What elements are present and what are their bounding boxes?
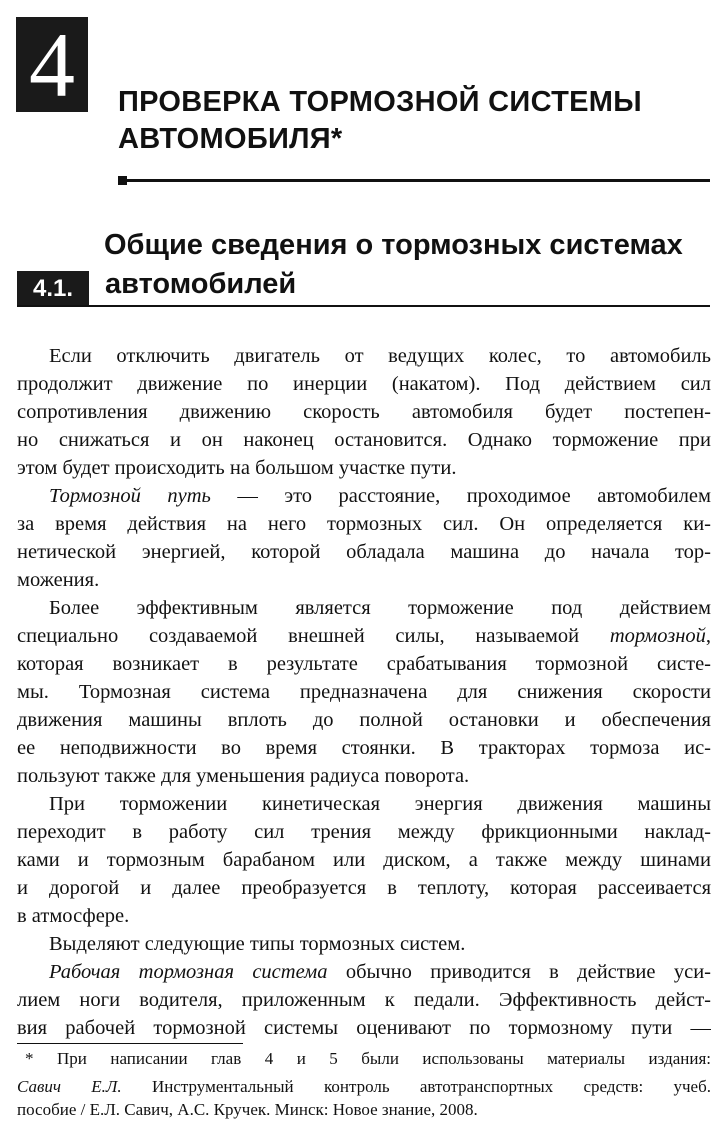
footnote-line [17, 1075, 711, 1098]
chapter-title [118, 84, 708, 158]
chapter-divider [118, 179, 710, 182]
paragraph-line: вия рабочей тормозной системы оценивают по тормозному пути — [17, 1017, 711, 1039]
term-braking-force: тормозной [609, 625, 706, 647]
paragraph-line-text: , [705, 625, 711, 647]
paragraph-line: ками и тормозным барабаном или диском, а также между шинами [17, 849, 711, 871]
paragraph-line: Выделяют следующие типы тормозных систем. [49, 933, 466, 955]
paragraph-line [17, 622, 711, 650]
paragraph-line-text: обычно приводится в действие уси- [327, 961, 711, 983]
section-title [104, 226, 714, 304]
paragraph-line: этом будет происходить на большом участке пути. [17, 457, 457, 479]
paragraph-line: продолжит движение по инерции (накатом). Под действием сил [17, 373, 711, 395]
chapter-number: 4 [29, 14, 75, 116]
chapter-title-line-1: ПРОВЕРКА ТОРМОЗНОЙ СИСТЕМЫ [118, 86, 642, 118]
section-title-line-2: автомобилей [105, 268, 297, 300]
section-divider [17, 305, 710, 307]
chapter-title-line-2: АВТОМОБИЛЯ* [118, 123, 343, 155]
paragraph-line: Если отключить двигатель от ведущих колес, то автомобиль [49, 345, 711, 367]
paragraph-line [17, 958, 711, 986]
paragraph-line: движения машины вплоть до полной остановки и обеспечения [17, 709, 711, 731]
section-title-line-1: Общие сведения о тормозных системах [104, 229, 683, 261]
paragraph-line: переходит в работу сил трения между фрикционными наклад- [17, 821, 711, 843]
paragraph-line [17, 482, 711, 510]
paragraph-line: и дорогой и далее преобразуется в теплоту, которая рассеивается [17, 877, 711, 899]
paragraph-line: в атмосфере. [17, 905, 130, 927]
footnote-author: Савич Е.Л. [17, 1077, 122, 1096]
footnote [17, 1047, 711, 1121]
term-service-brake: Рабочая тормозная система [49, 961, 328, 983]
paragraph-line: При торможении кинетическая энергия движения машины [49, 793, 711, 815]
paragraph-line: можения. [17, 569, 100, 591]
footnote-line: * При написании глав 4 и 5 были использованы материалы издания: [25, 1049, 711, 1068]
paragraph-line: нетической энергией, которой обладала машина до начала тор- [17, 541, 711, 563]
footnote-divider [17, 1043, 243, 1044]
paragraph-line: Более эффективным является торможение под действием [49, 597, 711, 619]
paragraph-line: ее неподвижности во время стоянки. В тракторах тормоза ис- [17, 737, 711, 759]
paragraph-line: которая возникает в результате срабатывания тормозной систе- [17, 653, 711, 675]
section-number-badge: 4.1. [17, 271, 89, 307]
paragraph-line: но снижаться и он наконец остановится. Однако торможение при [17, 429, 711, 451]
paragraph-line: пользуют также для уменьшения радиуса поворота. [17, 765, 470, 787]
paragraph-line-text: — это расстояние, проходимое автомобилем [210, 485, 711, 507]
term-braking-distance: Тормозной путь [49, 485, 211, 507]
paragraph-line: мы. Тормозная система предназначена для снижения скорости [17, 681, 711, 703]
chapter-number-box [16, 14, 88, 116]
footnote-line: пособие / Е.Л. Савич, А.С. Кручек. Минск: Новое знание, 2008. [17, 1100, 478, 1119]
paragraph-line: сопротивления движению скорость автомобиля будет постепен- [17, 401, 711, 423]
paragraph-line: лием ноги водителя, приложенным к педали. Эффективность дейст- [17, 989, 711, 1011]
paragraph-line: за время действия на него тормозных сил. Он определяется ки- [17, 513, 711, 535]
footnote-line-text: Инструментальный контроль автотранспортных средств: учеб. [121, 1077, 711, 1096]
body-text [17, 342, 711, 1042]
paragraph-line-text: специально создаваемой внешней силы, называемой [17, 625, 610, 647]
